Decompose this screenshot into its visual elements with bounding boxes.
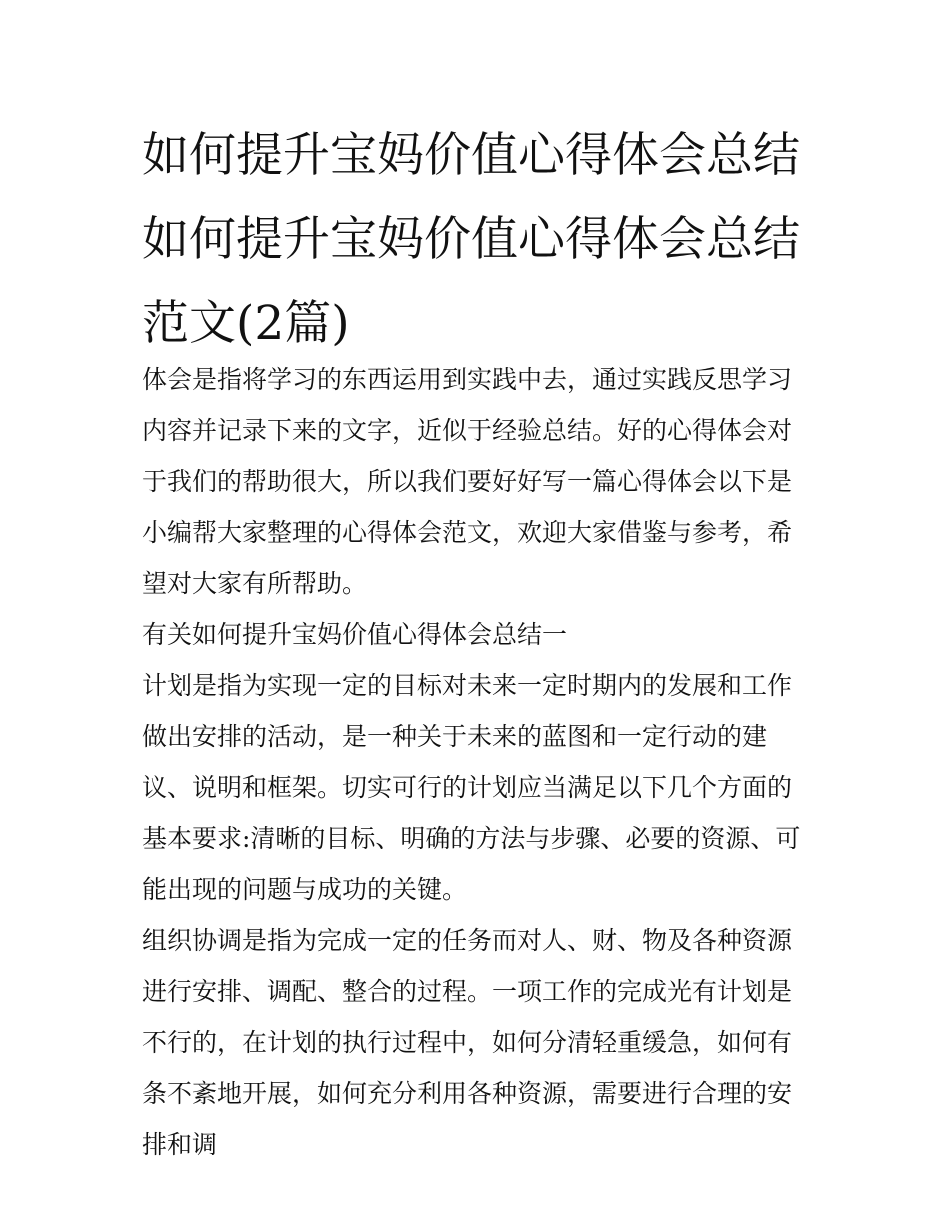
intro-paragraph: 体会是指将学习的东西运用到实践中去，通过实践反思学习内容并记录下来的文字，近似于经验总结。好的心得体会对于我们的帮助很大，所以我们要好好写一篇心得体会以下是小编帮大家整理的心得体会范文，欢迎大家借鉴与参考，希望对大家有所帮助。 [142,365,793,598]
document-title: 如何提升宝妈价值心得体会总结 如何提升宝妈价值心得体会总结范文(2篇) [142,128,800,351]
plan-paragraph: 计划是指为实现一定的目标对未来一定时期内的发展和工作做出安排的活动，是一种关于未来的蓝图和一定行动的建议、说明和框架。切实可行的计划应当满足以下几个方面的基本要求:清晰的目标、明确的方法与步骤、必要的资源、可能出现的问题与成功的关键。 [142,671,801,904]
coordination-paragraph: 组织协调是指为完成一定的任务而对人、财、物及各种资源进行安排、调配、整合的过程。一项工作的完成光有计划是不行的，在计划的执行过程中，如何分清轻重缓急，如何有条不紊地开展，如何充分利用各种资源，需要进行合理的安排和调 [142,926,793,1159]
section-heading: 有关如何提升宝妈价值心得体会总结一 [142,620,568,649]
